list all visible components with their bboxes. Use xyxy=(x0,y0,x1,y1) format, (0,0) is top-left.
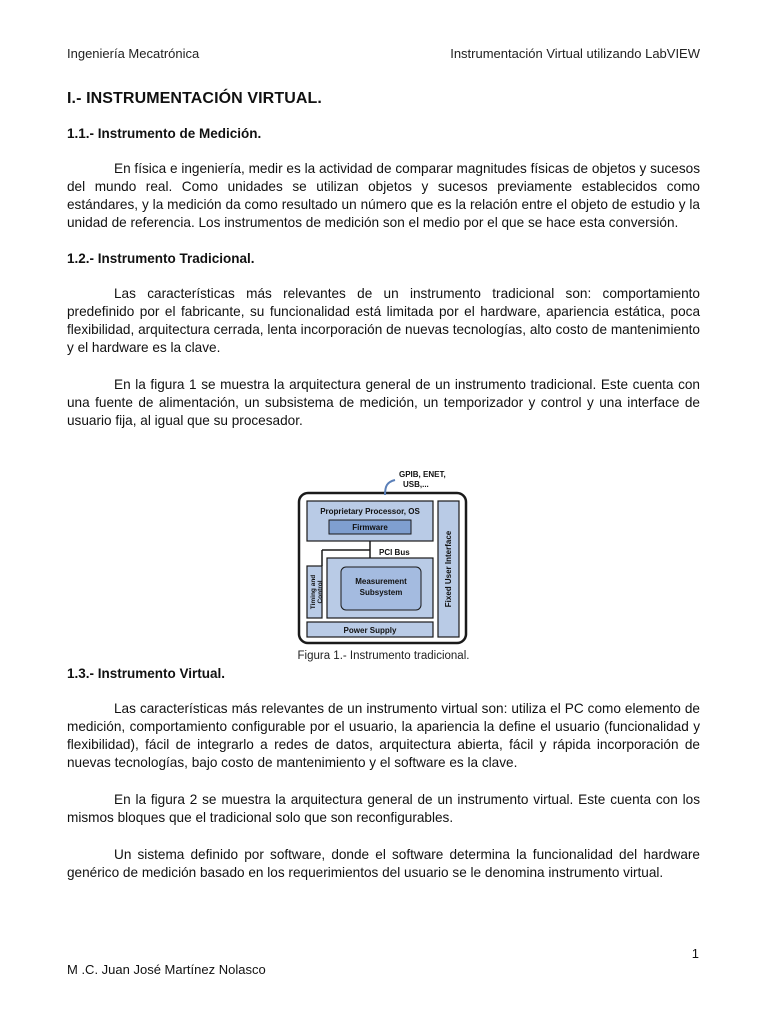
measurement-label-line2: Subsystem xyxy=(359,588,403,597)
timing-label-line1: Timing and xyxy=(310,574,317,610)
paragraph-tradicional-1: Las características más relevantes de un instrumento tradicional son: comportamiento predefinido por el fabricante, su funcionalidad está limitada por el hardware, apariencia estática, poca flexibilidad, arquitectura cerrada, lenta incorporación de nuevas tecnologías, alto costo de mantenimiento y el hardware es la clave. xyxy=(67,286,700,355)
io-label-line2: USB,... xyxy=(403,480,429,489)
measurement-label-line1: Measurement xyxy=(355,577,407,586)
page-number: 1 xyxy=(691,946,699,961)
paragraph-tradicional-2: En la figura 1 se muestra la arquitectura general de un instrumento tradicional. Este cuenta con una fuente de alimentación, un subsistema de medición, un temporizador y control y una interface de usuario fija, al igual que su procesador. xyxy=(67,377,700,428)
io-label-line1: GPIB, ENET, xyxy=(399,470,446,479)
document-body xyxy=(67,90,700,901)
paragraph-virtual-1: Las características más relevantes de un instrumento virtual son: utiliza el PC como elemento de medición, comportamiento configurable por el usuario, la apariencia la define el usuario (funcionalidad y flexibilidad), fácil de integrarlo a redes de datos, arquitectura abierta, fácil y rápida incorporación de nuevas tecnologías, bajo costo de mantenimiento y el software es la clave. xyxy=(67,701,700,770)
power-supply-label: Power Supply xyxy=(343,626,397,635)
firmware-label: Firmware xyxy=(352,523,388,532)
chapter-title: I.- INSTRUMENTACIÓN VIRTUAL. xyxy=(67,90,322,107)
timing-label-line2: Control xyxy=(317,580,324,604)
footer-author: M .C. Juan José Martínez Nolasco xyxy=(67,962,266,977)
figure-caption: Figura 1.- Instrumento tradicional. xyxy=(297,650,470,662)
paragraph-medicion: En física e ingeniería, medir es la actividad de comparar magnitudes físicas de objetos y sucesos del mundo real. Como unidades se utilizan objetos y sucesos previamente establecidos como estándares, y la medición da como resultado un número que es la relación entre el objeto de estudio y la unidad de referencia. Los instrumentos de medición son el medio por el que se hace esta conversión. xyxy=(67,161,700,230)
paragraph-virtual-3: Un sistema definido por software, donde el software determina la funcionalidad del hardware genérico de medición basado en los requerimientos del usuario se le denomina instrumento virtual. xyxy=(67,847,700,880)
bus-label: PCI Bus xyxy=(379,548,410,557)
processor-label: Proprietary Processor, OS xyxy=(320,507,420,516)
section-heading-1-1: 1.1.- Instrumento de Medición. xyxy=(67,126,262,141)
section-heading-1-2: 1.2.- Instrumento Tradicional. xyxy=(67,251,255,266)
paragraph-virtual-2: En la figura 2 se muestra la arquitectura general de un instrumento virtual. Este cuenta con los mismos bloques que el tradicional solo que son reconfigurables. xyxy=(67,792,700,825)
user-interface-label: Fixed User Interface xyxy=(444,530,453,608)
traditional-instrument-diagram xyxy=(67,468,700,648)
header-left: Ingeniería Mecatrónica xyxy=(67,46,200,61)
section-heading-1-3: 1.3.- Instrumento Virtual. xyxy=(67,666,226,681)
header-right: Instrumentación Virtual utilizando LabVIEW xyxy=(450,46,700,61)
